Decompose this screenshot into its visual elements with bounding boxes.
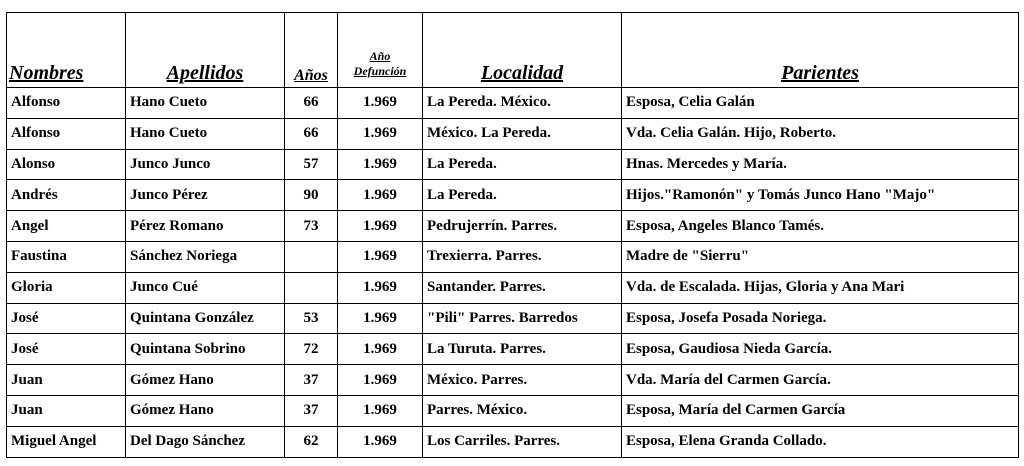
- cell-parientes: Esposa, Josefa Posada Noriega.: [622, 303, 1019, 334]
- cell-localidad: México. La Pereda.: [423, 118, 622, 149]
- table-row: [7, 149, 1019, 180]
- cell-localidad: La Turuta. Parres.: [423, 334, 622, 365]
- table-row: [7, 334, 1019, 365]
- cell-apellidos: Hano Cueto: [126, 118, 285, 149]
- header-defuncion-line: Defunción: [353, 64, 407, 78]
- cell-apellidos: Junco Junco: [126, 149, 285, 180]
- cell-apellidos: Junco Cué: [126, 272, 285, 303]
- cell-ano-defuncion: 1.969: [338, 272, 423, 303]
- table-row: [7, 272, 1019, 303]
- table-row: [7, 118, 1019, 149]
- cell-ano-defuncion: 1.969: [338, 334, 423, 365]
- table-row: [7, 241, 1019, 272]
- cell-parientes: Madre de "Sierru": [622, 241, 1019, 272]
- header-ano-line: Año: [369, 49, 391, 63]
- cell-anos: 37: [285, 365, 338, 396]
- table-row: [7, 180, 1019, 211]
- cell-parientes: Esposa, Angeles Blanco Tamés.: [622, 211, 1019, 242]
- cell-anos: 66: [285, 118, 338, 149]
- cell-localidad: Los Carriles. Parres.: [423, 426, 622, 457]
- cell-anos: [285, 272, 338, 303]
- cell-apellidos: Gómez Hano: [126, 395, 285, 426]
- cell-apellidos: Gómez Hano: [126, 365, 285, 396]
- table-row: [7, 395, 1019, 426]
- cell-localidad: La Pereda.: [423, 149, 622, 180]
- cell-ano-defuncion: 1.969: [338, 303, 423, 334]
- cell-ano-defuncion: 1.969: [338, 211, 423, 242]
- cell-nombre: José: [7, 303, 126, 334]
- cell-ano-defuncion: 1.969: [338, 241, 423, 272]
- cell-ano-defuncion: 1.969: [338, 426, 423, 457]
- cell-localidad: México. Parres.: [423, 365, 622, 396]
- cell-localidad: La Pereda.: [423, 180, 622, 211]
- cell-anos: 90: [285, 180, 338, 211]
- cell-parientes: Vda. María del Carmen García.: [622, 365, 1019, 396]
- cell-nombre: Miguel Angel: [7, 426, 126, 457]
- cell-apellidos: Del Dago Sánchez: [126, 426, 285, 457]
- cell-ano-defuncion: 1.969: [338, 149, 423, 180]
- cell-ano-defuncion: 1.969: [338, 180, 423, 211]
- cell-parientes: Esposa, Gaudiosa Nieda García.: [622, 334, 1019, 365]
- cell-parientes: Esposa, María del Carmen García: [622, 395, 1019, 426]
- cell-nombre: Alfonso: [7, 88, 126, 119]
- header-apellidos: Apellidos: [126, 13, 285, 88]
- header-anos: Años: [285, 13, 338, 88]
- table-row: [7, 303, 1019, 334]
- cell-nombre: Gloria: [7, 272, 126, 303]
- cell-localidad: Trexierra. Parres.: [423, 241, 622, 272]
- cell-parientes: Vda. Celia Galán. Hijo, Roberto.: [622, 118, 1019, 149]
- cell-apellidos: Sánchez Noriega: [126, 241, 285, 272]
- header-nombres: Nombres: [7, 13, 126, 88]
- cell-ano-defuncion: 1.969: [338, 88, 423, 119]
- header-parientes: Parientes: [622, 13, 1019, 88]
- table-row: [7, 365, 1019, 396]
- cell-nombre: Alonso: [7, 149, 126, 180]
- cell-parientes: Hnas. Mercedes y María.: [622, 149, 1019, 180]
- cell-anos: 62: [285, 426, 338, 457]
- cell-parientes: Esposa, Elena Granda Collado.: [622, 426, 1019, 457]
- cell-parientes: Hijos."Ramonón" y Tomás Junco Hano "Majo": [622, 180, 1019, 211]
- cell-ano-defuncion: 1.969: [338, 118, 423, 149]
- cell-nombre: José: [7, 334, 126, 365]
- cell-nombre: Juan: [7, 365, 126, 396]
- death-register-table: [6, 12, 1019, 458]
- cell-localidad: "Pili" Parres. Barredos: [423, 303, 622, 334]
- cell-nombre: Juan: [7, 395, 126, 426]
- cell-anos: [285, 241, 338, 272]
- cell-ano-defuncion: 1.969: [338, 365, 423, 396]
- cell-anos: 73: [285, 211, 338, 242]
- header-row: [7, 13, 1019, 88]
- cell-ano-defuncion: 1.969: [338, 395, 423, 426]
- header-localidad: Localidad: [423, 13, 622, 88]
- cell-localidad: Parres. México.: [423, 395, 622, 426]
- table-row: [7, 211, 1019, 242]
- cell-anos: 37: [285, 395, 338, 426]
- cell-anos: 57: [285, 149, 338, 180]
- cell-parientes: Vda. de Escalada. Hijas, Gloria y Ana Mari: [622, 272, 1019, 303]
- cell-localidad: Pedrujerrín. Parres.: [423, 211, 622, 242]
- cell-nombre: Angel: [7, 211, 126, 242]
- table-row: [7, 88, 1019, 119]
- cell-localidad: La Pereda. México.: [423, 88, 622, 119]
- cell-apellidos: Quintana Sobrino: [126, 334, 285, 365]
- cell-anos: 72: [285, 334, 338, 365]
- cell-apellidos: Pérez Romano: [126, 211, 285, 242]
- cell-localidad: Santander. Parres.: [423, 272, 622, 303]
- cell-apellidos: Quintana González: [126, 303, 285, 334]
- cell-anos: 53: [285, 303, 338, 334]
- cell-nombre: Andrés: [7, 180, 126, 211]
- cell-apellidos: Hano Cueto: [126, 88, 285, 119]
- cell-anos: 66: [285, 88, 338, 119]
- header-ano-defuncion: [338, 13, 423, 88]
- cell-nombre: Alfonso: [7, 118, 126, 149]
- cell-nombre: Faustina: [7, 241, 126, 272]
- table-row: [7, 426, 1019, 457]
- cell-apellidos: Junco Pérez: [126, 180, 285, 211]
- cell-parientes: Esposa, Celia Galán: [622, 88, 1019, 119]
